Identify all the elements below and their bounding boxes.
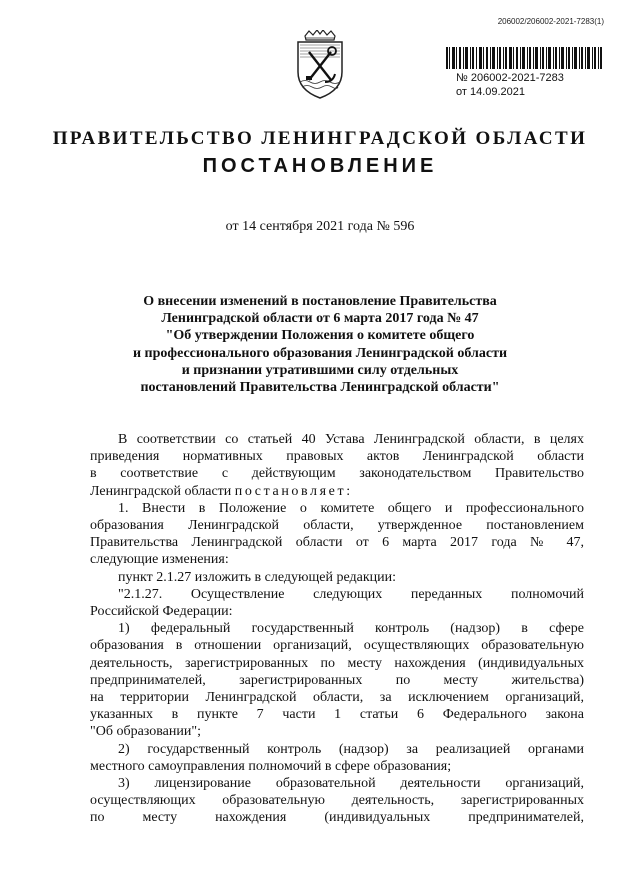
resolve-word: постановляет: xyxy=(234,483,353,499)
body-line: деятельность, зарегистрированных по месту нахождения (индивидуальных xyxy=(90,655,584,671)
body-line: "Об образовании"; xyxy=(90,724,201,740)
body-line: по месту нахождения (индивидуальных предпринимателей, xyxy=(90,810,584,826)
body-line: образования Ленинградской области, утвержденное постановлением xyxy=(90,518,584,534)
body-line: осуществляющих образовательную деятельность, зарегистрированных xyxy=(90,793,584,809)
body-line: 1) федеральный государственный контроль (надзор) в сфере xyxy=(118,621,584,637)
body-line xyxy=(90,483,584,500)
body-line: Правительства Ленинградской области от 6 марта 2017 года № 47, xyxy=(90,535,584,551)
body-line: предпринимателей, зарегистрированных по месту жительства) xyxy=(90,672,584,688)
coat-of-arms-icon xyxy=(293,30,347,100)
document-body xyxy=(90,431,584,827)
body-line: 2) государственный контроль (надзор) за реализацией органами xyxy=(118,741,584,757)
document-date-number: от 14 сентября 2021 года № 596 xyxy=(225,219,415,234)
registration-number: № 206002-2021-7283 xyxy=(456,72,564,84)
document-type: ПОСТАНОВЛЕНИЕ xyxy=(202,155,438,177)
document-code: 206002/206002-2021-7283(1) xyxy=(497,17,604,26)
body-line: местного самоуправления полномочий в сфере образования; xyxy=(90,758,452,774)
body-line: "2.1.27. Осуществление следующих переданных полномочий xyxy=(118,586,584,602)
barcode-icon xyxy=(446,47,602,69)
government-title: ПРАВИТЕЛЬСТВО ЛЕНИНГРАДСКОЙ ОБЛАСТИ xyxy=(52,128,588,149)
subject-line: О внесении изменений в постановление Правительства xyxy=(143,294,497,309)
subject-line: Ленинградской области от 6 марта 2017 года № 47 xyxy=(161,311,479,327)
body-line: образования в отношении организаций, осуществляющих образовательную xyxy=(90,638,584,654)
body-line: следующие изменения: xyxy=(90,552,229,568)
document-subject xyxy=(90,293,550,396)
body-line: приведения нормативных правовых актов Ленинградской области xyxy=(90,449,584,465)
body-line: пункт 2.1.27 изложить в следующей редакции: xyxy=(118,569,396,585)
body-line: 1. Внести в Положение о комитете общего и профессионального xyxy=(118,500,584,516)
body-line: в соответствие с действующим законодательством Правительство xyxy=(90,466,584,482)
subject-line: и профессионального образования Ленинградской области xyxy=(132,345,508,361)
body-line: указанных в пункте 7 части 1 статьи 6 Федерального закона xyxy=(90,707,584,723)
body-line: В соответствии со статьей 40 Устава Ленинградской области, в целях xyxy=(118,432,584,447)
body-line: на территории Ленинградской области, за исключением организаций, xyxy=(90,690,584,706)
body-line: Российской Федерации: xyxy=(90,604,233,620)
subject-line: и признании утратившими силу отдельных xyxy=(181,362,459,378)
subject-line: постановлений Правительства Ленинградской области" xyxy=(140,380,500,396)
registration-date: от 14.09.2021 xyxy=(456,86,526,98)
body-line-text: Ленинградской области xyxy=(90,483,232,499)
subject-line: "Об утверждении Положения о комитете общего xyxy=(165,328,475,344)
body-line: 3) лицензирование образовательной деятельности организаций, xyxy=(118,776,584,792)
